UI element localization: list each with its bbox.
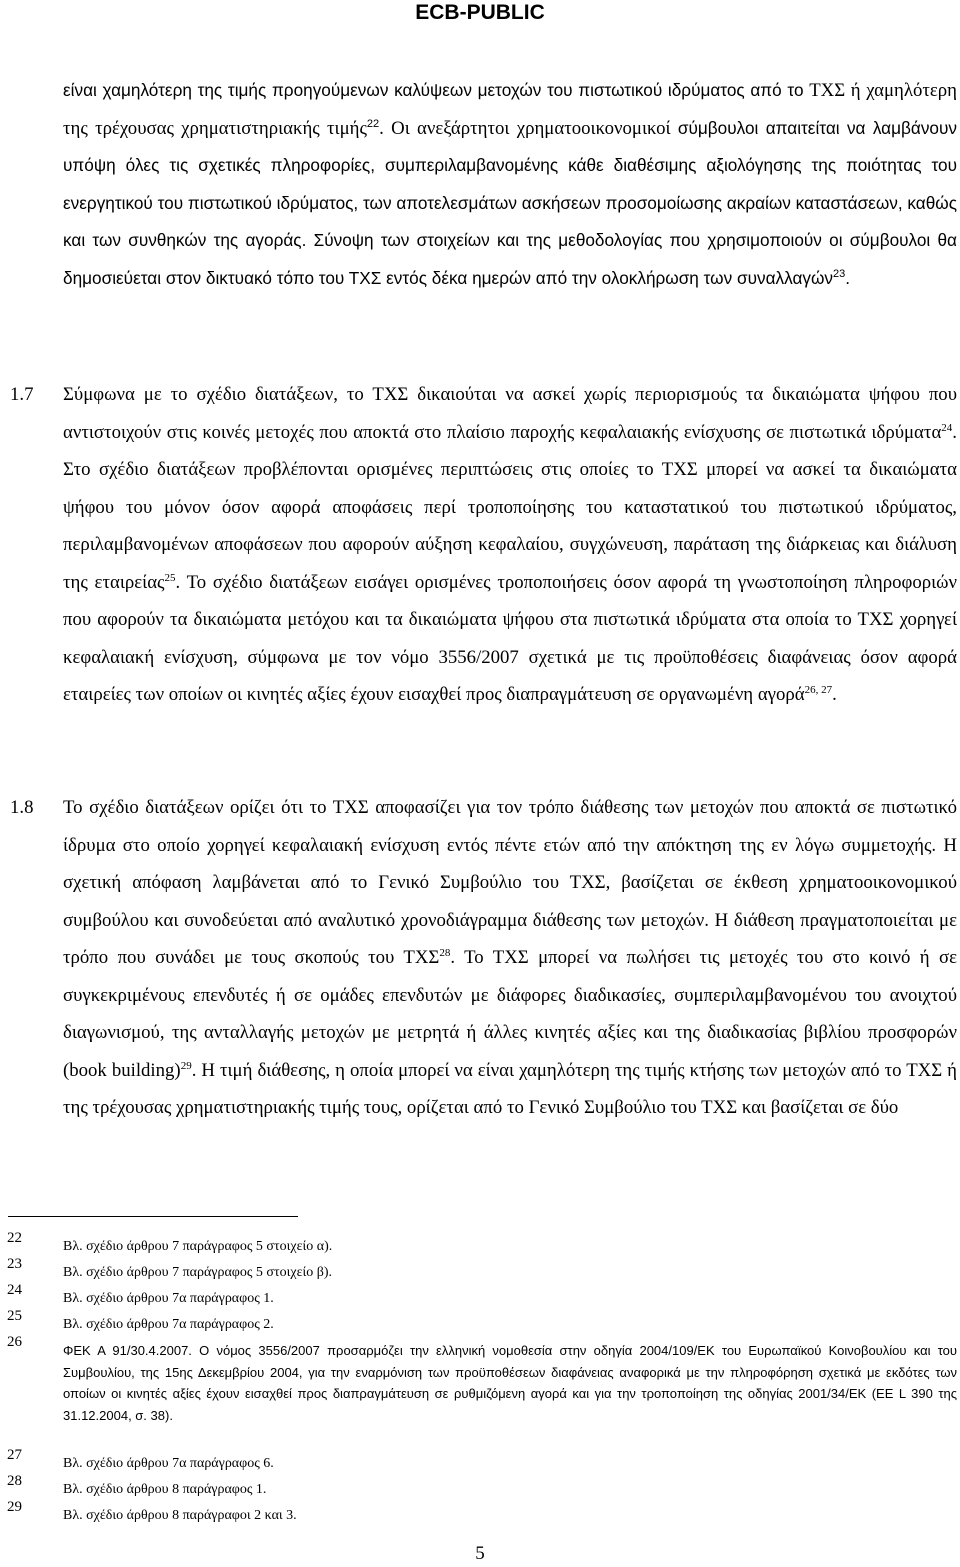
text-line: είναι χαμηλότερη της τιμής προηγούμενων καλύψεων μετοχών του πιστωτικού ιδρύματος από το	[63, 80, 804, 100]
paragraph-text: . Το ΤΧΣ μπορεί να πωλήσει τις μετοχές του στο κοινό ή σε συγκεκριμένους επενδυτές ή σε ομάδες επενδυτών με διάφορες διαδικασίες, συμπεριλαμβανομένου του ανοιχτού διαγωνισμού, της ανταλλαγής μετοχών με μετρητά ή άλλες κινητές αξίες και της διαδικασίας βιβλίου προσφορών (book building)	[63, 947, 957, 1081]
footnote-ref[interactable]: 24	[941, 421, 953, 434]
section-paragraph	[63, 789, 957, 1127]
text-line: δημοσιεύεται στον δικτυακό τόπο του ΤΧΣ εντός δέκα ημερών από την ολοκλήρωση των	[63, 267, 733, 288]
footnote-ref[interactable]: 23	[833, 267, 846, 280]
footnote-number: 25	[7, 1308, 22, 1324]
text-line: . Οι ανεξάρτητοι χρηματοοικονομικοί	[379, 117, 671, 139]
footnote-ref[interactable]: 28	[439, 947, 451, 959]
text-line: σύμβουλοι απαιτείται να λαμβάνουν υπόψη όλες τις σχετικές πληροφορίες, συμπεριλαμβανομένης	[63, 117, 957, 175]
text-line: αγοράς. Σύνοψη των στοιχείων και της μεθοδολογίας που χρησιμοποιούν οι σύμβουλοι θα	[245, 230, 957, 250]
paragraph-continuation	[63, 72, 957, 297]
footnote-ref[interactable]: 26, 27	[804, 684, 833, 696]
footnote-ref[interactable]: 29	[180, 1059, 192, 1072]
paragraph-text: . Στο σχέδιο διατάξεων προβλέπονται ορισμένες περιπτώσεις στις οποίες το ΤΧΣ μπορεί να ασκεί τα δικαιώματα ψήφου του μόνον όσον αφορά αποφάσεις περί τροποποίησης του καταστατικού του πιστωτικού ιδρύματος, περιλαμβανομένων αποφάσεων που αφορούν αύξηση κεφαλαίου, συγχώνευση, παράταση της διάρκειας και διάλυση της εταιρείας	[63, 421, 957, 593]
footnote-text: Βλ. σχέδιο άρθρου 7 παράγραφος 5 στοιχείο β).	[63, 1265, 333, 1280]
footnote-number: 28	[7, 1473, 22, 1489]
paragraph-text: Το σχέδιο διατάξεων ορίζει ότι το ΤΧΣ αποφασίζει για τον τρόπο διάθεσης των μετοχών που αποκτά σε πιστωτικό ίδρυμα στο οποίο χορηγεί κεφαλαιακή ενίσχυση εντός πέντε ετών από την απόκτηση της εν λόγω συμμετοχής. Η σχετική απόφαση λαμβάνεται από το Γενικό Συμβούλιο του ΤΧΣ, βασίζεται σε έκθεση χρηματοοικονομικού συμβούλου και συνοδεύεται από αναλυτικό χρονοδιάγραμμα διάθεσης των μετοχών. Η διάθεση πραγματοποιείται με τρόπο που συνάδει με τους σκοπούς του ΤΧΣ	[63, 797, 957, 968]
footnote-ref[interactable]: 25	[164, 571, 176, 584]
section-number: 1.8	[10, 797, 34, 818]
footnote-text: Βλ. σχέδιο άρθρου 7α παράγραφος 6.	[63, 1456, 274, 1471]
footnote-text: Βλ. σχέδιο άρθρου 7α παράγραφος 2.	[63, 1317, 274, 1332]
footnote-number: 29	[7, 1499, 22, 1515]
text-line: ΤΧΣ ή χαμηλότερη της τρέχουσας χρηματιστηριακής τιμής	[63, 80, 957, 139]
section-number: 1.7	[10, 384, 34, 405]
text-line: αποτελεσμάτων ασκήσεων προσομοίωσης ακραίων καταστάσεων, καθώς και των συνθηκών της	[63, 192, 958, 250]
footnote-number: 26	[7, 1334, 22, 1350]
footnote-text: Βλ. σχέδιο άρθρου 7α παράγραφος 1.	[63, 1291, 274, 1306]
paragraph-text: .	[832, 684, 837, 705]
text-line: .	[845, 267, 851, 288]
paragraph-text: Σύμφωνα με το σχέδιο διατάξεων, το ΤΧΣ δικαιούται να ασκεί χωρίς περιορισμούς τα δικαιώματα ψήφου που αντιστοιχούν στις κοινές μετοχές που αποκτά στο πλαίσιο παροχής κεφαλαιακής ενίσχυσης σε πιστωτικά ιδρύματα	[63, 384, 957, 443]
text-line: συναλλαγών	[736, 267, 833, 288]
footnote-number: 27	[7, 1447, 22, 1463]
classification-header: ECB-PUBLIC	[415, 1, 545, 24]
footnote-ref[interactable]: 22	[366, 117, 380, 130]
section-paragraph	[63, 376, 957, 714]
footnote-text: Βλ. σχέδιο άρθρου 8 παράγραφοι 2 και 3.	[63, 1508, 297, 1523]
footnote-text: ΦΕΚ Α 91/30.4.2007. Ο νόμος 3556/2007 προσαρμόζει την ελληνική νομοθεσία στην οδηγία 2004/109/ΕΚ του Ευρωπαϊκού Κοινοβουλίου και του Συμβουλίου, της 15ης Δεκεμβρίου 2004, για την εναρμόνιση των προϋποθέσεων διαφάνειας αναφορικά με την πληροφόρηση σχετικά με εκδότες των οποίων οι κινητές αξίες έχουν εισαχθεί προς διαπραγμάτευση σε ρυθμιζόμενη αγορά και για την τροποποίηση της οδηγίας 2001/34/ΕΚ (ΕΕ L 390 της 31.12.2004, σ. 38).	[63, 1343, 957, 1423]
paragraph-text: . Η τιμή διάθεσης, η οποία μπορεί να είναι χαμηλότερη της τιμής κτήσης των μετοχών από το ΤΧΣ ή της τρέχουσας χρηματιστηριακής τιμής τους, ορίζεται από το Γενικό Συμβούλιο του ΤΧΣ και βασίζεται σε δύο	[63, 1059, 957, 1118]
footnote-number: 24	[7, 1282, 22, 1298]
footnote-number: 23	[7, 1256, 22, 1272]
footnote-text: Βλ. σχέδιο άρθρου 7 παράγραφος 5 στοιχείο α).	[63, 1239, 333, 1254]
footnote-separator	[8, 1216, 298, 1217]
text-line: κάθε διαθέσιμης αξιολόγησης της ποιότητας του ενεργητικού του πιστωτικού ιδρύματος, των	[63, 155, 958, 213]
page-number: 5	[475, 1543, 485, 1564]
footnote-number: 22	[7, 1230, 22, 1246]
paragraph-text: . Το σχέδιο διατάξεων εισάγει ορισμένες τροποποιήσεις όσον αφορά τη γνωστοποίηση πληροφοριών που αφορούν τα δικαιώματα μετόχου και τα δικαιώματα ψήφου στα πιστωτικά ιδρύματα στα οποία το ΤΧΣ χορηγεί κεφαλαιακή ενίσχυση, σύμφωνα με τον νόμο 3556/2007 σχετικά με τις προϋποθέσεις διαφάνειας όσον αφορά εταιρείες των οποίων οι κινητές αξίες έχουν εισαχθεί προς διαπραγμάτευση σε οργανωμένη αγορά	[63, 571, 957, 705]
footnote-text: Βλ. σχέδιο άρθρου 8 παράγραφος 1.	[63, 1482, 267, 1497]
